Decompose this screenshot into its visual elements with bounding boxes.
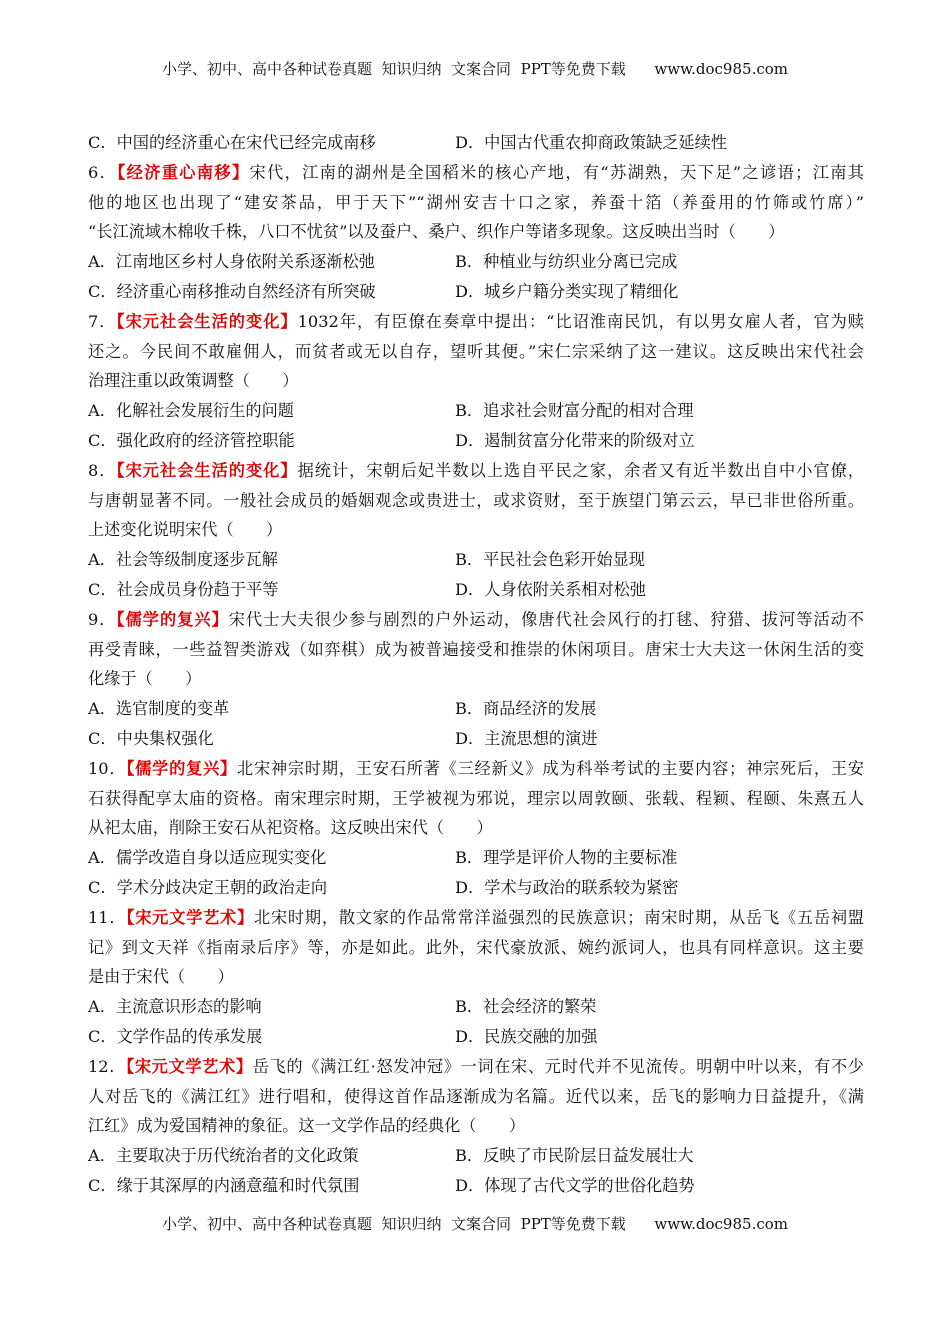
q5-options-cd — [88, 128, 864, 158]
option-d: D．民族交融的加强 — [455, 1026, 598, 1046]
option-a: A．儒学改造自身以适应现实变化 — [88, 848, 327, 868]
option-b: B．反映了市民阶层日益发展壮大 — [455, 1146, 694, 1166]
q9-stem-line-3: 化缘于（ ） — [88, 669, 202, 689]
question-content — [88, 128, 864, 1201]
topic-tag: 【宋元社会生活的变化】 — [116, 460, 298, 480]
q8-stem-line-2: 与唐朝显著不同。一般社会成员的婚姻观念或贵进士，或求资财，至于族望门第云云，早已非世俗所重。 — [88, 490, 864, 510]
option-d: D．体现了古代文学的世俗化趋势 — [455, 1175, 695, 1195]
option-a: A．选官制度的变革 — [88, 699, 230, 719]
q11-stem-line-3: 是由于宋代（ ） — [88, 967, 234, 987]
q12-options-ab — [88, 1141, 864, 1171]
q8-options-ab — [88, 545, 864, 575]
q7-stem-line-2: 还之。今民间不敢雇佣人，而贫者或无以自存，望听其便。”宋仁宗采纳了这一建议。这反映出宋代社会 — [88, 341, 864, 361]
stem-text: 宋代士大夫很少参与剧烈的户外运动，像唐代社会风行的打毬、狩猎、拔河等活动不 — [228, 609, 864, 629]
q12-stem-line-2: 人对岳飞的《满江红》进行唱和，使得这首作品逐渐成为名篇。近代以来，岳飞的影响力日益提升，《满 — [88, 1086, 864, 1106]
option-d: D．主流思想的演进 — [455, 728, 598, 748]
q11-stem-line-2: 记》到文天祥《指南录后序》等，亦是如此。此外，宋代豪放派、婉约派词人，也具有同样意识。这主要 — [88, 937, 864, 957]
option-b: B．商品经济的发展 — [455, 699, 597, 719]
q6-stem-line-2: 他的地区也出现了“建安茶品，甲于天下”“湖州安吉十口之家，养蚕十箔（养蚕用的竹筛或竹席）” — [88, 192, 864, 212]
q7-stem-line-1 — [88, 307, 864, 337]
q7-stem-line-3: 治理注重以政策调整（ ） — [88, 371, 299, 391]
option-b: B．理学是评价人物的主要标准 — [455, 848, 678, 868]
q12-stem-line-1 — [88, 1052, 864, 1082]
topic-tag: 【宋元社会生活的变化】 — [116, 311, 298, 331]
stem-text: 宋代，江南的湖州是全国稻米的核心产地，有“苏湖熟，天下足”之谚语；江南其 — [249, 162, 864, 182]
option-d: D．人身依附关系相对松弛 — [455, 579, 647, 599]
topic-tag: 【宋元文学艺术】 — [126, 907, 254, 927]
option-a: A．社会等级制度逐步瓦解 — [88, 550, 278, 570]
question-number: 11． — [88, 907, 127, 927]
stem-text: 据统计，宋朝后妃半数以上选自平民之家，余者又有近半数出自中小官僚， — [297, 460, 864, 480]
option-c: C．中国的经济重心在宋代已经完成南移 — [88, 133, 376, 152]
page-header: 小学、初中、高中各种试卷真题 知识归纳 文案合同 PPT等免费下载 www.doc985.com — [161, 60, 788, 78]
q10-stem-line-1 — [88, 754, 864, 784]
q11-stem-line-1 — [88, 903, 864, 933]
option-c: C．经济重心南移推动自然经济有所突破 — [88, 281, 376, 301]
q9-options-cd — [88, 724, 864, 754]
q12-options-cd — [88, 1171, 864, 1201]
question-number: 8． — [88, 460, 117, 480]
q10-stem-line-3: 从祀太庙，削除王安石从祀资格。这反映出宋代（ ） — [88, 818, 493, 838]
option-b: B．社会经济的繁荣 — [455, 997, 597, 1017]
q9-stem-line-1 — [88, 605, 864, 635]
option-a: A．化解社会发展衍生的问题 — [88, 401, 294, 421]
q9-options-ab — [88, 694, 864, 724]
q6-options-cd — [88, 277, 864, 307]
q7-options-ab — [88, 396, 864, 426]
stem-text: 北宋神宗时期，王安石所著《三经新义》成为科举考试的主要内容；神宗死后，王安 — [237, 758, 864, 778]
q6-stem-line-1 — [88, 158, 864, 188]
q12-stem-line-3: 江红》成为爱国精神的象征。这一文学作品的经典化（ ） — [88, 1116, 526, 1136]
q10-options-cd — [88, 873, 864, 903]
q10-options-ab — [88, 843, 864, 873]
question-number: 7． — [88, 311, 117, 331]
stem-text: 北宋时期，散文家的作品常常洋溢强烈的民族意识；南宋时期，从岳飞《五岳祠盟 — [253, 907, 864, 927]
topic-tag: 【经济重心南移】 — [117, 162, 250, 182]
option-d: D．学术与政治的联系较为紧密 — [455, 877, 679, 897]
option-a: A．江南地区乡村人身依附关系逐渐松弛 — [88, 252, 375, 272]
q7-options-cd — [88, 426, 864, 456]
q11-options-ab — [88, 992, 864, 1022]
stem-text: 岳飞的《满江红·怒发冲冠》一词在宋、元时代并不见流传。明朝中叶以来，有不少 — [252, 1056, 864, 1076]
option-c: C．学术分歧决定王朝的政治走向 — [88, 877, 328, 897]
q8-stem-line-3: 上述变化说明宋代（ ） — [88, 520, 283, 540]
option-a: A．主要取决于历代统治者的文化政策 — [88, 1146, 359, 1166]
option-d: D．中国古代重农抑商政策缺乏延续性 — [455, 133, 727, 152]
q8-stem-line-1 — [88, 456, 864, 486]
q10-stem-line-2: 石获得配享太庙的资格。南宋理宗时期，王学被视为邪说，理宗以周敦颐、张载、程颖、程颐、朱熹五人 — [88, 788, 864, 808]
option-c: C．强化政府的经济管控职能 — [88, 430, 295, 450]
option-b: B．种植业与纺织业分离已完成 — [455, 252, 678, 272]
question-number: 10． — [88, 758, 127, 778]
q6-stem-line-3: “长江流域木棉收千株，八口不忧贫”以及蚕户、桑户、织作户等诸多现象。这反映出当时（ ） — [88, 222, 785, 242]
page-footer: 小学、初中、高中各种试卷真题 知识归纳 文案合同 PPT等免费下载 www.doc985.com — [161, 1215, 788, 1233]
question-number: 9． — [88, 609, 117, 629]
topic-tag: 【宋元文学艺术】 — [126, 1056, 253, 1076]
option-c: C．缘于其深厚的内涵意蕴和时代氛围 — [88, 1175, 360, 1195]
option-d: D．城乡户籍分类实现了精细化 — [455, 281, 679, 301]
option-c: C．文学作品的传承发展 — [88, 1026, 263, 1046]
question-number: 6． — [88, 162, 118, 182]
topic-tag: 【儒学的复兴】 — [116, 609, 229, 629]
q11-options-cd — [88, 1022, 864, 1052]
topic-tag: 【儒学的复兴】 — [126, 758, 238, 778]
option-d: D．遏制贫富分化带来的阶级对立 — [455, 430, 695, 450]
q9-stem-line-2: 再受青睐，一些益智类游戏（如弈棋）成为被普遍接受和推崇的休闲项目。唐宋士大夫这一休闲生活的变 — [88, 639, 864, 659]
question-number: 12． — [88, 1056, 127, 1076]
option-c: C．社会成员身份趋于平等 — [88, 579, 279, 599]
option-c: C．中央集权强化 — [88, 728, 214, 748]
option-b: B．平民社会色彩开始显现 — [455, 550, 645, 570]
q8-options-cd — [88, 575, 864, 605]
option-b: B．追求社会财富分配的相对合理 — [455, 401, 694, 421]
q6-options-ab — [88, 247, 864, 277]
option-a: A．主流意识形态的影响 — [88, 997, 262, 1017]
stem-text: 1032年，有臣僚在奏章中提出：“比诏淮南民饥，有以男女雇人者，官为赎 — [297, 311, 864, 331]
